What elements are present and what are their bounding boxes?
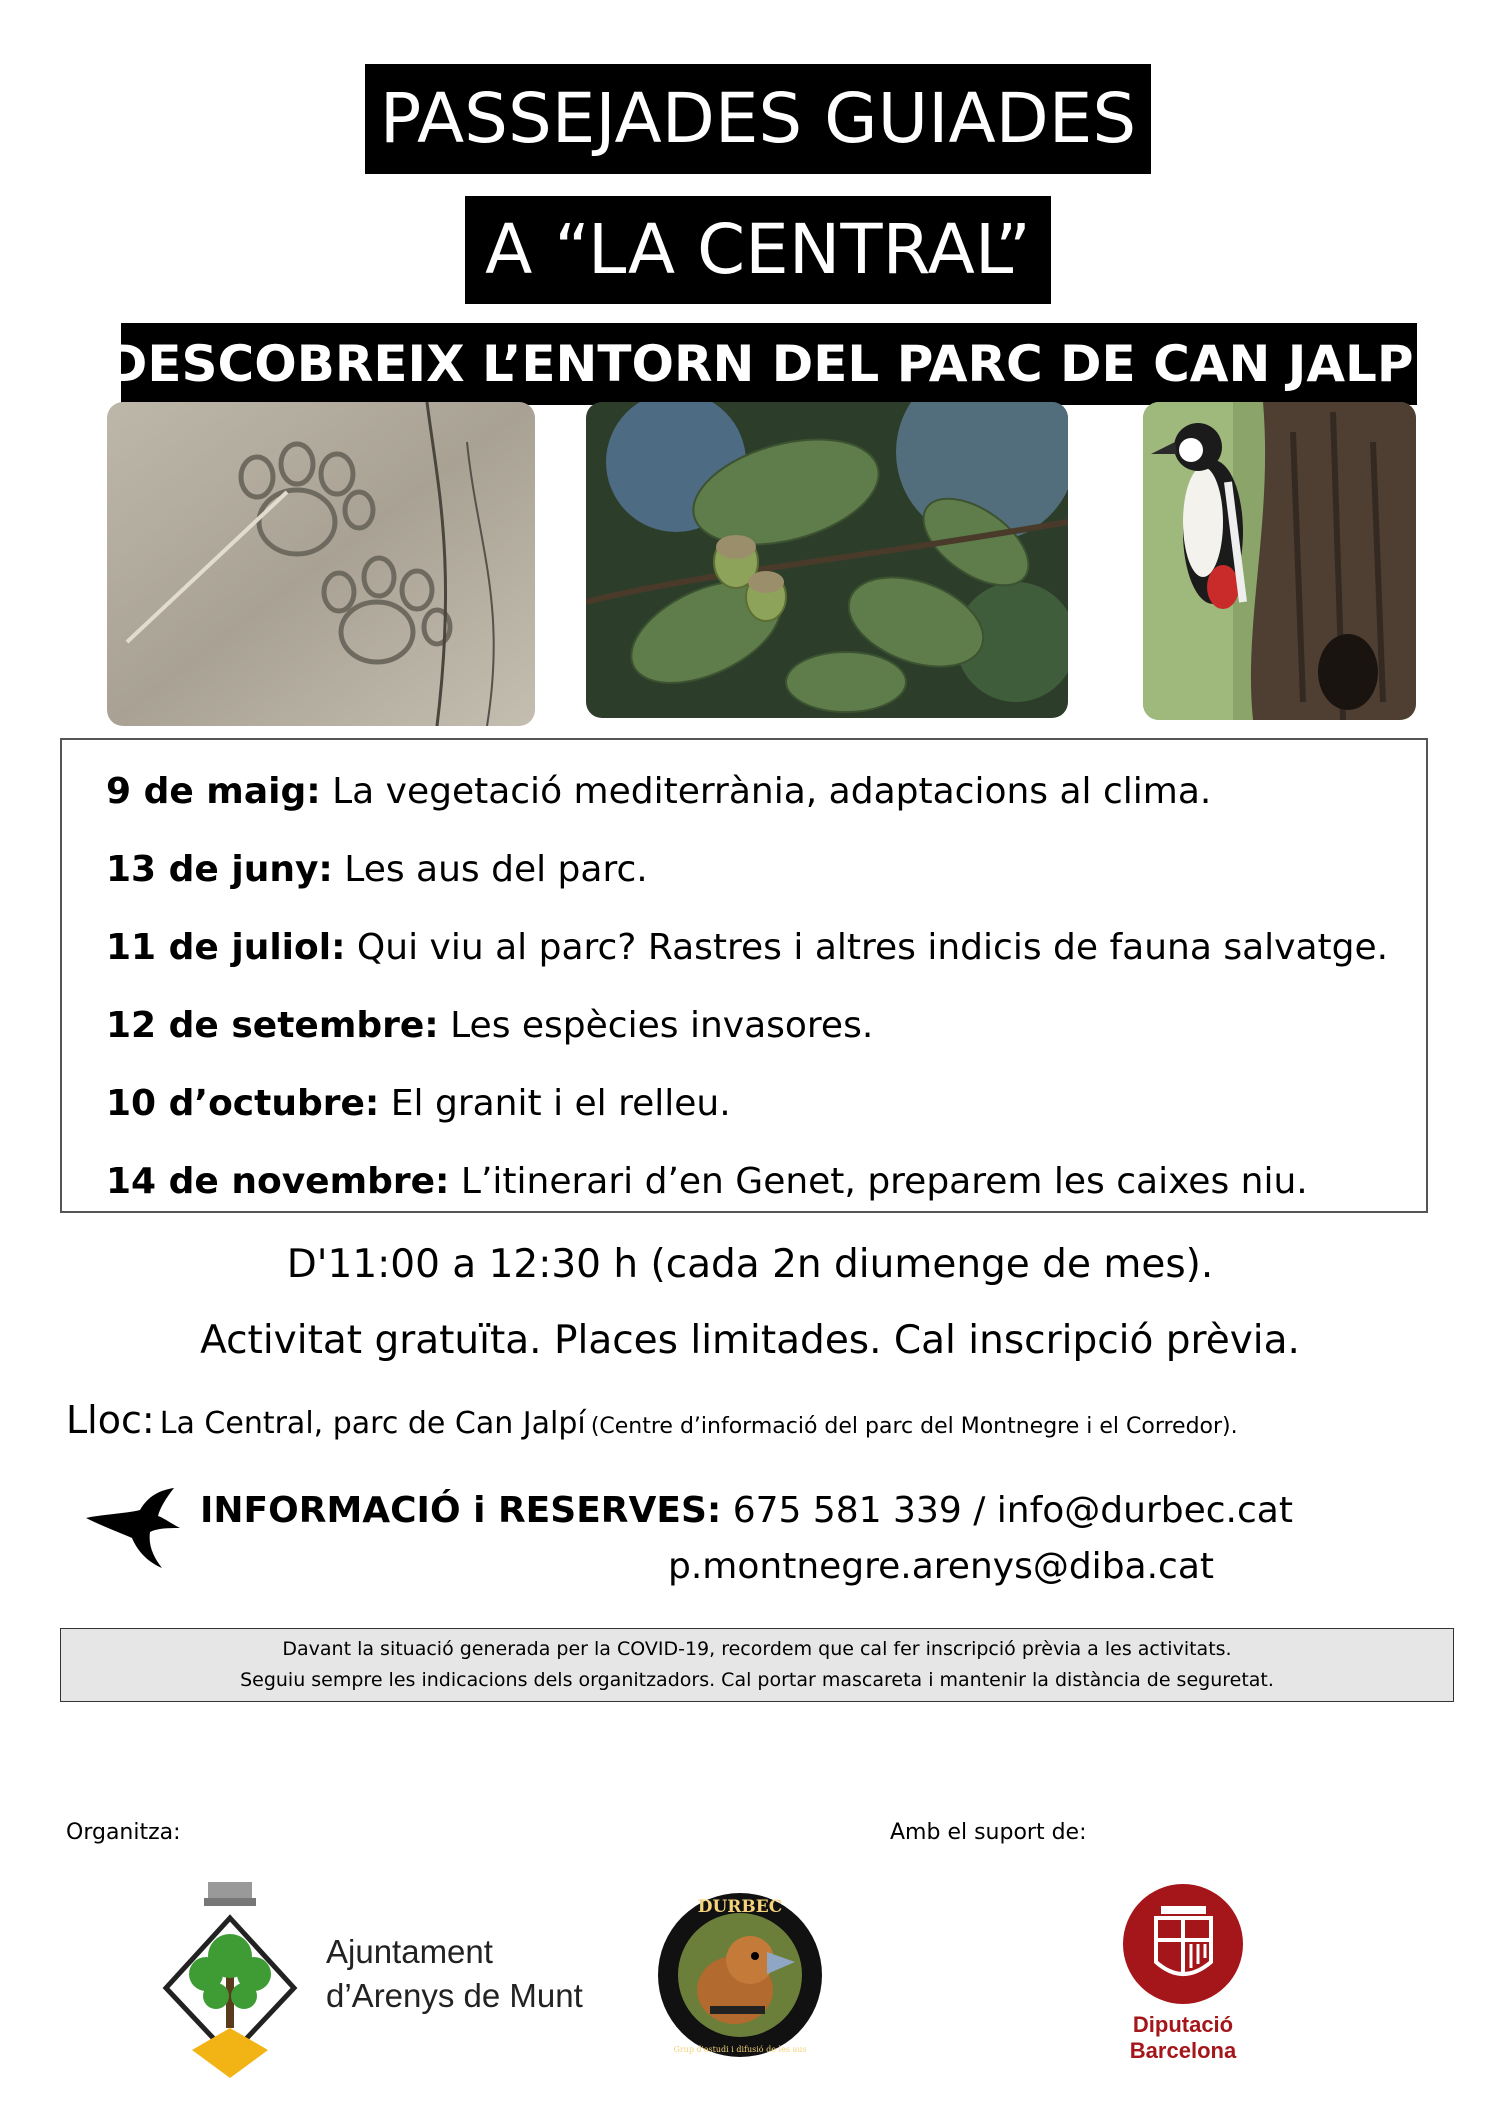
photo-woodpecker bbox=[1143, 402, 1416, 720]
info-label: INFORMACIÓ i RESERVES: bbox=[200, 1490, 722, 1531]
schedule-item: 12 de setembre: Les espècies invasores. bbox=[106, 1005, 874, 1046]
schedule-item: 11 de juliol: Qui viu al parc? Rastres i altres indicis de fauna salvatge. bbox=[106, 927, 1389, 968]
bird-silhouette-icon bbox=[84, 1488, 182, 1570]
ajuntament-line-2: d’Arenys de Munt bbox=[326, 1977, 583, 2014]
subtitle: DESCOBREIX L’ENTORN DEL PARC DE CAN JALPÍ bbox=[121, 323, 1417, 405]
schedule-item: 9 de maig: La vegetació mediterrània, adaptacions al clima. bbox=[106, 771, 1212, 812]
schedule-item: 14 de novembre: L’itinerari d’en Genet, preparem les caixes niu. bbox=[106, 1161, 1308, 1202]
title-line-2: A “LA CENTRAL” bbox=[465, 196, 1051, 304]
diputacio-emblem-icon bbox=[1116, 1882, 1251, 2067]
schedule-item: 10 d’octubre: El granit i el relleu. bbox=[106, 1083, 731, 1124]
schedule-item: 13 de juny: Les aus del parc. bbox=[106, 849, 648, 890]
place-line bbox=[66, 1398, 1238, 1442]
schedule-box bbox=[60, 738, 1428, 1213]
support-label: Amb el suport de: bbox=[890, 1820, 1087, 1845]
info-email-2: p.montnegre.arenys@diba.cat bbox=[668, 1546, 1215, 1587]
activity-conditions: Activitat gratuïta. Places limitades. Cal inscripció prèvia. bbox=[200, 1318, 1300, 1363]
place-value: La Central, parc de Can Jalpí bbox=[159, 1406, 586, 1441]
organizer-label: Organitza: bbox=[66, 1820, 181, 1845]
photo-oak-acorns bbox=[586, 402, 1068, 718]
durbec-motto: Grup d'estudi i difusió de les aus bbox=[673, 2045, 807, 2054]
place-label: Lloc: bbox=[66, 1398, 155, 1442]
place-note: (Centre d’informació del parc del Montnegre i el Corredor). bbox=[590, 1414, 1238, 1439]
tree-crest-icon bbox=[160, 1878, 300, 2083]
durbec-name: DURBEC bbox=[697, 1897, 783, 1917]
info-line-1 bbox=[200, 1490, 1293, 1531]
covid-notice bbox=[60, 1628, 1454, 1702]
ajuntament-line-1: Ajuntament bbox=[326, 1933, 493, 1970]
diputacio-line-1: Diputació bbox=[1132, 2012, 1234, 2037]
covid-line-1: Davant la situació generada per la COVID-19, recordem que cal fer inscripció prèvia a les activitats. bbox=[282, 1638, 1232, 1660]
schedule-time: D'11:00 a 12:30 h (cada 2n diumenge de mes). bbox=[286, 1242, 1214, 1287]
info-phone-email: 675 581 339 / info@durbec.cat bbox=[732, 1490, 1293, 1531]
covid-line-2: Seguiu sempre les indicacions dels organitzadors. Cal portar mascareta i mantenir la distància de seguretat. bbox=[240, 1669, 1274, 1691]
ajuntament-name bbox=[326, 1930, 583, 2018]
diputacio-line-2: Barcelona bbox=[1129, 2038, 1237, 2063]
photo-animal-tracks bbox=[107, 402, 535, 726]
bird-badge-icon bbox=[655, 1890, 825, 2060]
title-line-1: PASSEJADES GUIADES bbox=[365, 64, 1151, 174]
